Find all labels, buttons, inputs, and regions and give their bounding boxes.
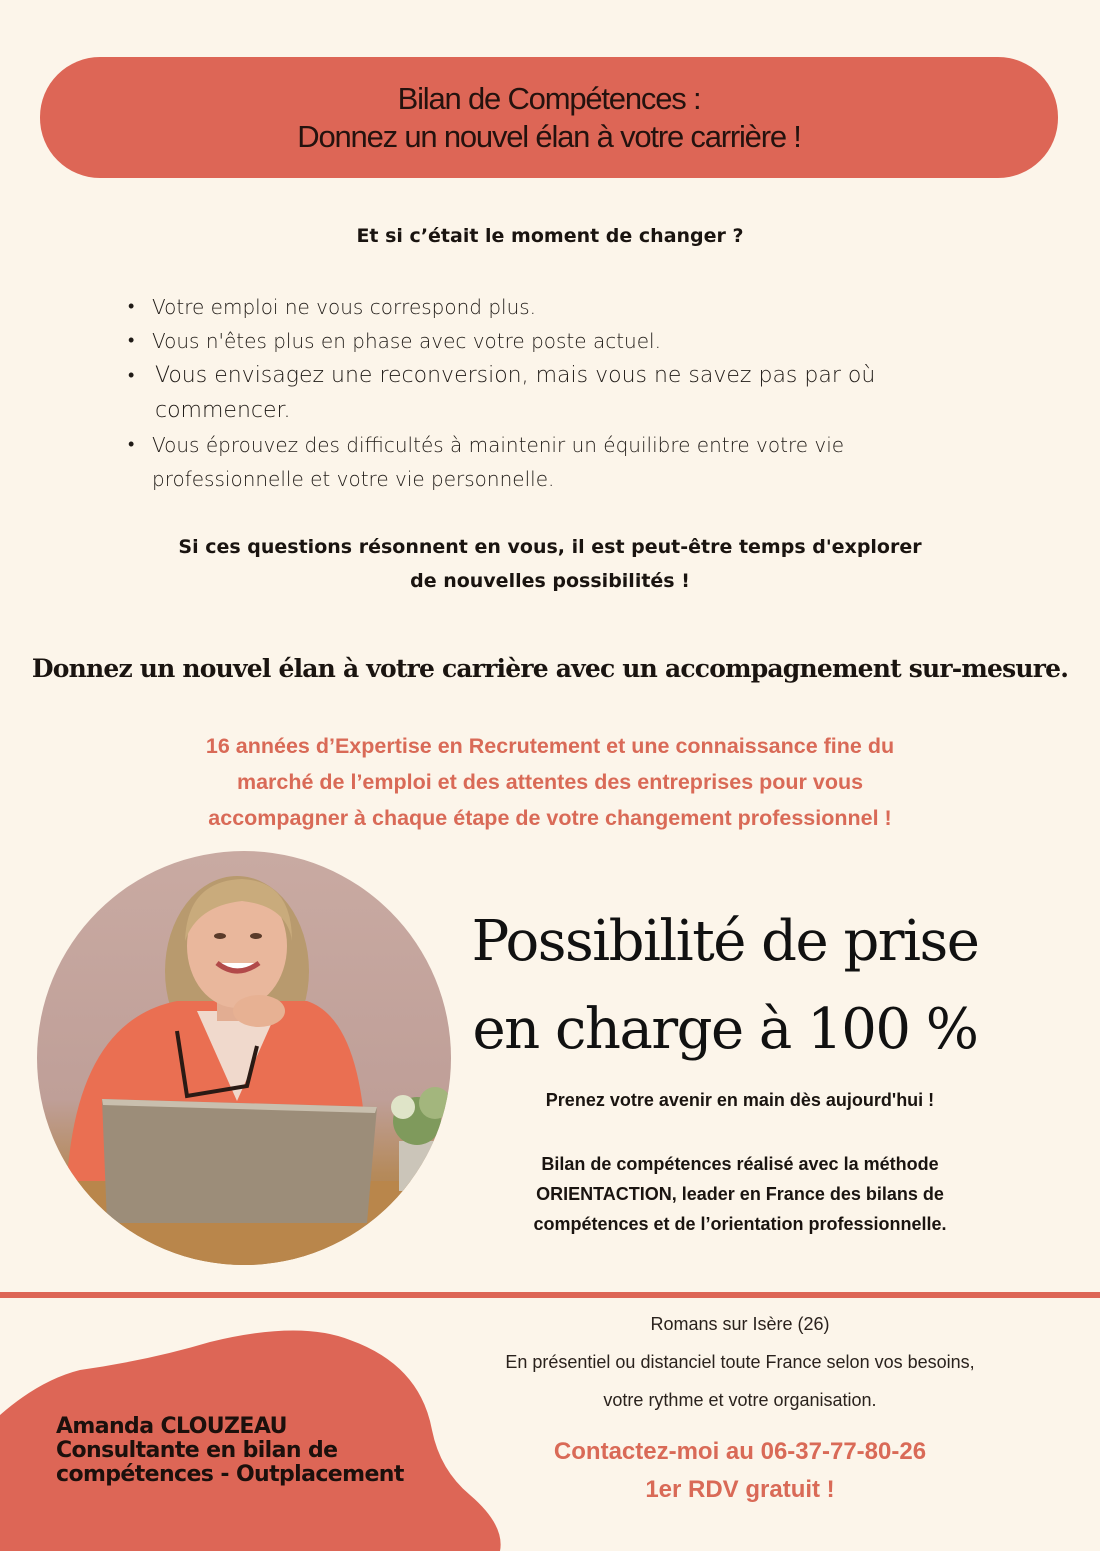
list-item: • Vous éprouvez des difficultés à maintenir un équilibre entre votre vie professionnelle et votre vie personnelle. <box>128 428 932 496</box>
title-banner <box>40 57 1058 178</box>
consultant-role-line2: compétences - Outplacement <box>56 1462 404 1487</box>
headline-line1: Possibilité de prise <box>471 909 979 974</box>
mode-line2: votre rythme et votre organisation. <box>603 1390 877 1410</box>
free-appointment: 1er RDV gratuit ! <box>645 1476 835 1503</box>
expertise-text <box>60 728 1040 836</box>
location-info <box>440 1305 1040 1419</box>
consultant-name: Amanda CLOUZEAU <box>56 1414 287 1439</box>
list-item: • Vous n'êtes plus en phase avec votre poste actuel. <box>128 324 968 358</box>
contact-phone[interactable]: Contactez-moi au 06-37-77-80-26 <box>553 1438 927 1465</box>
intro-question: Et si c’était le moment de changer ? <box>356 225 744 247</box>
list-item: • Votre emploi ne vous correspond plus. <box>128 290 968 324</box>
consultant-role-line1: Consultante en bilan de <box>56 1438 338 1463</box>
expertise-line3: accompagner à chaque étape de votre changement professionnel ! <box>208 806 892 830</box>
expertise-line1: 16 années d’Expertise en Recrutement et une connaissance fine du <box>205 734 895 758</box>
call-to-action-text: Prenez votre avenir en main dès aujourd'hui ! <box>545 1090 935 1110</box>
pain-points-list <box>128 290 968 496</box>
section-divider <box>0 1292 1100 1298</box>
coverage-headline <box>450 898 1000 1074</box>
consultant-portrait <box>37 851 451 1265</box>
consultant-info <box>56 1415 476 1487</box>
resonate-line1: Si ces questions résonnent en vous, il est peut-être temps d'explorer <box>178 536 922 558</box>
method-line3: compétences et de l’orientation professionnelle. <box>533 1214 947 1234</box>
headline-line2: en charge à 100 % <box>472 997 978 1062</box>
location-city: Romans sur Isère (26) <box>650 1314 830 1334</box>
mode-line1: En présentiel ou distanciel toute France selon vos besoins, <box>505 1352 975 1372</box>
method-description <box>450 1149 1030 1239</box>
banner-title-line1: Bilan de Compétences : <box>397 80 701 116</box>
portrait-illustration <box>37 851 451 1265</box>
contact-info <box>440 1433 1040 1509</box>
resonate-text <box>0 530 1100 598</box>
list-item: • Vous envisagez une reconversion, mais vous ne savez pas par où commencer. <box>128 358 945 428</box>
method-line1: Bilan de compétences réalisé avec la méthode <box>541 1154 939 1174</box>
expertise-line2: marché de l’emploi et des attentes des entreprises pour vous <box>236 770 864 794</box>
method-line2: ORIENTACTION, leader en France des bilans de <box>536 1184 944 1204</box>
tagline: Donnez un nouvel élan à votre carrière avec un accompagnement sur-mesure. <box>31 654 1069 683</box>
resonate-line2: de nouvelles possibilités ! <box>410 570 690 592</box>
banner-title-line2: Donnez un nouvel élan à votre carrière ! <box>297 118 801 154</box>
